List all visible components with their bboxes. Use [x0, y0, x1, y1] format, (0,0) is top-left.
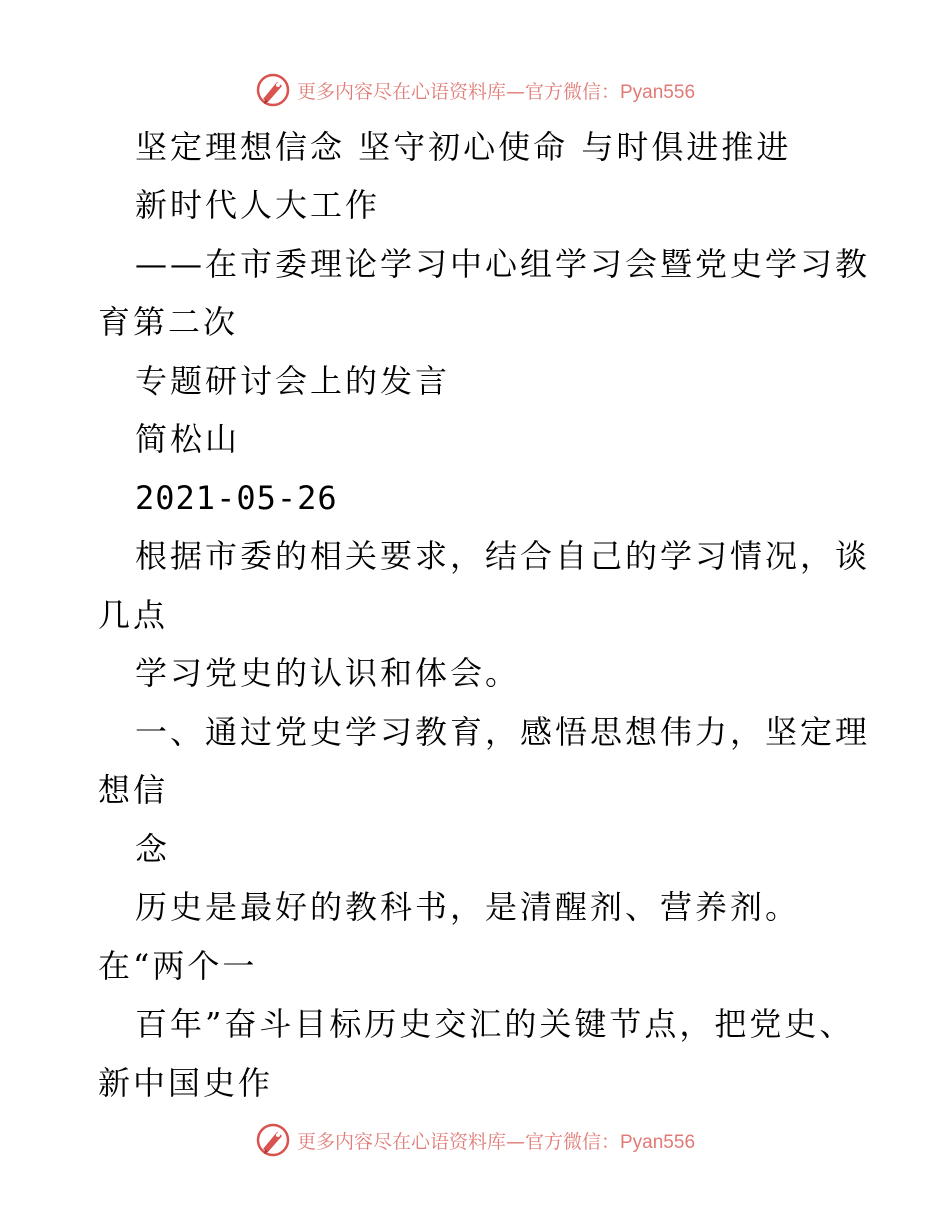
- header-watermark: [0, 70, 950, 110]
- body-line: 百年”奋斗目标历史交汇的关键节点，把党史、: [135, 1005, 855, 1043]
- subtitle-line-3: 专题研讨会上的发言: [135, 362, 451, 400]
- watermark-text: 更多内容尽在心语资料库—官方微信：Pyan556: [296, 80, 696, 103]
- subtitle-line-2: 育第二次: [98, 303, 239, 341]
- watermark-text: 更多内容尽在心语资料库—官方微信：Pyan556: [296, 1130, 696, 1153]
- pen-nib-logo-icon: [255, 1122, 291, 1158]
- body-line: 新中国史作: [98, 1064, 274, 1102]
- footer-watermark: [0, 1120, 950, 1160]
- author-name: 简松山: [135, 420, 241, 458]
- body-line: 在“两个一: [98, 947, 258, 985]
- body-line: 历史是最好的教科书，是清醒剂、营养剂。: [135, 888, 801, 926]
- body-line: 根据市委的相关要求，结合自己的学习情况，谈: [135, 537, 871, 575]
- section-heading-line: 念: [135, 830, 171, 868]
- section-heading-line: 一、通过党史学习教育，感悟思想伟力，坚定理: [135, 713, 871, 751]
- title-line-1: 坚定理想信念 坚守初心使命 与时俱进推进: [135, 128, 792, 166]
- body-line: 学习党史的认识和体会。: [135, 654, 521, 692]
- subtitle-line-1: ——在市委理论学习中心组学习会暨党史学习教: [135, 245, 871, 283]
- title-line-2: 新时代人大工作: [135, 186, 381, 224]
- body-line: 几点: [98, 596, 169, 634]
- pen-nib-logo-icon: [255, 72, 291, 108]
- section-heading-line: 想信: [98, 771, 169, 809]
- publish-date: 2021-05-26: [135, 479, 338, 517]
